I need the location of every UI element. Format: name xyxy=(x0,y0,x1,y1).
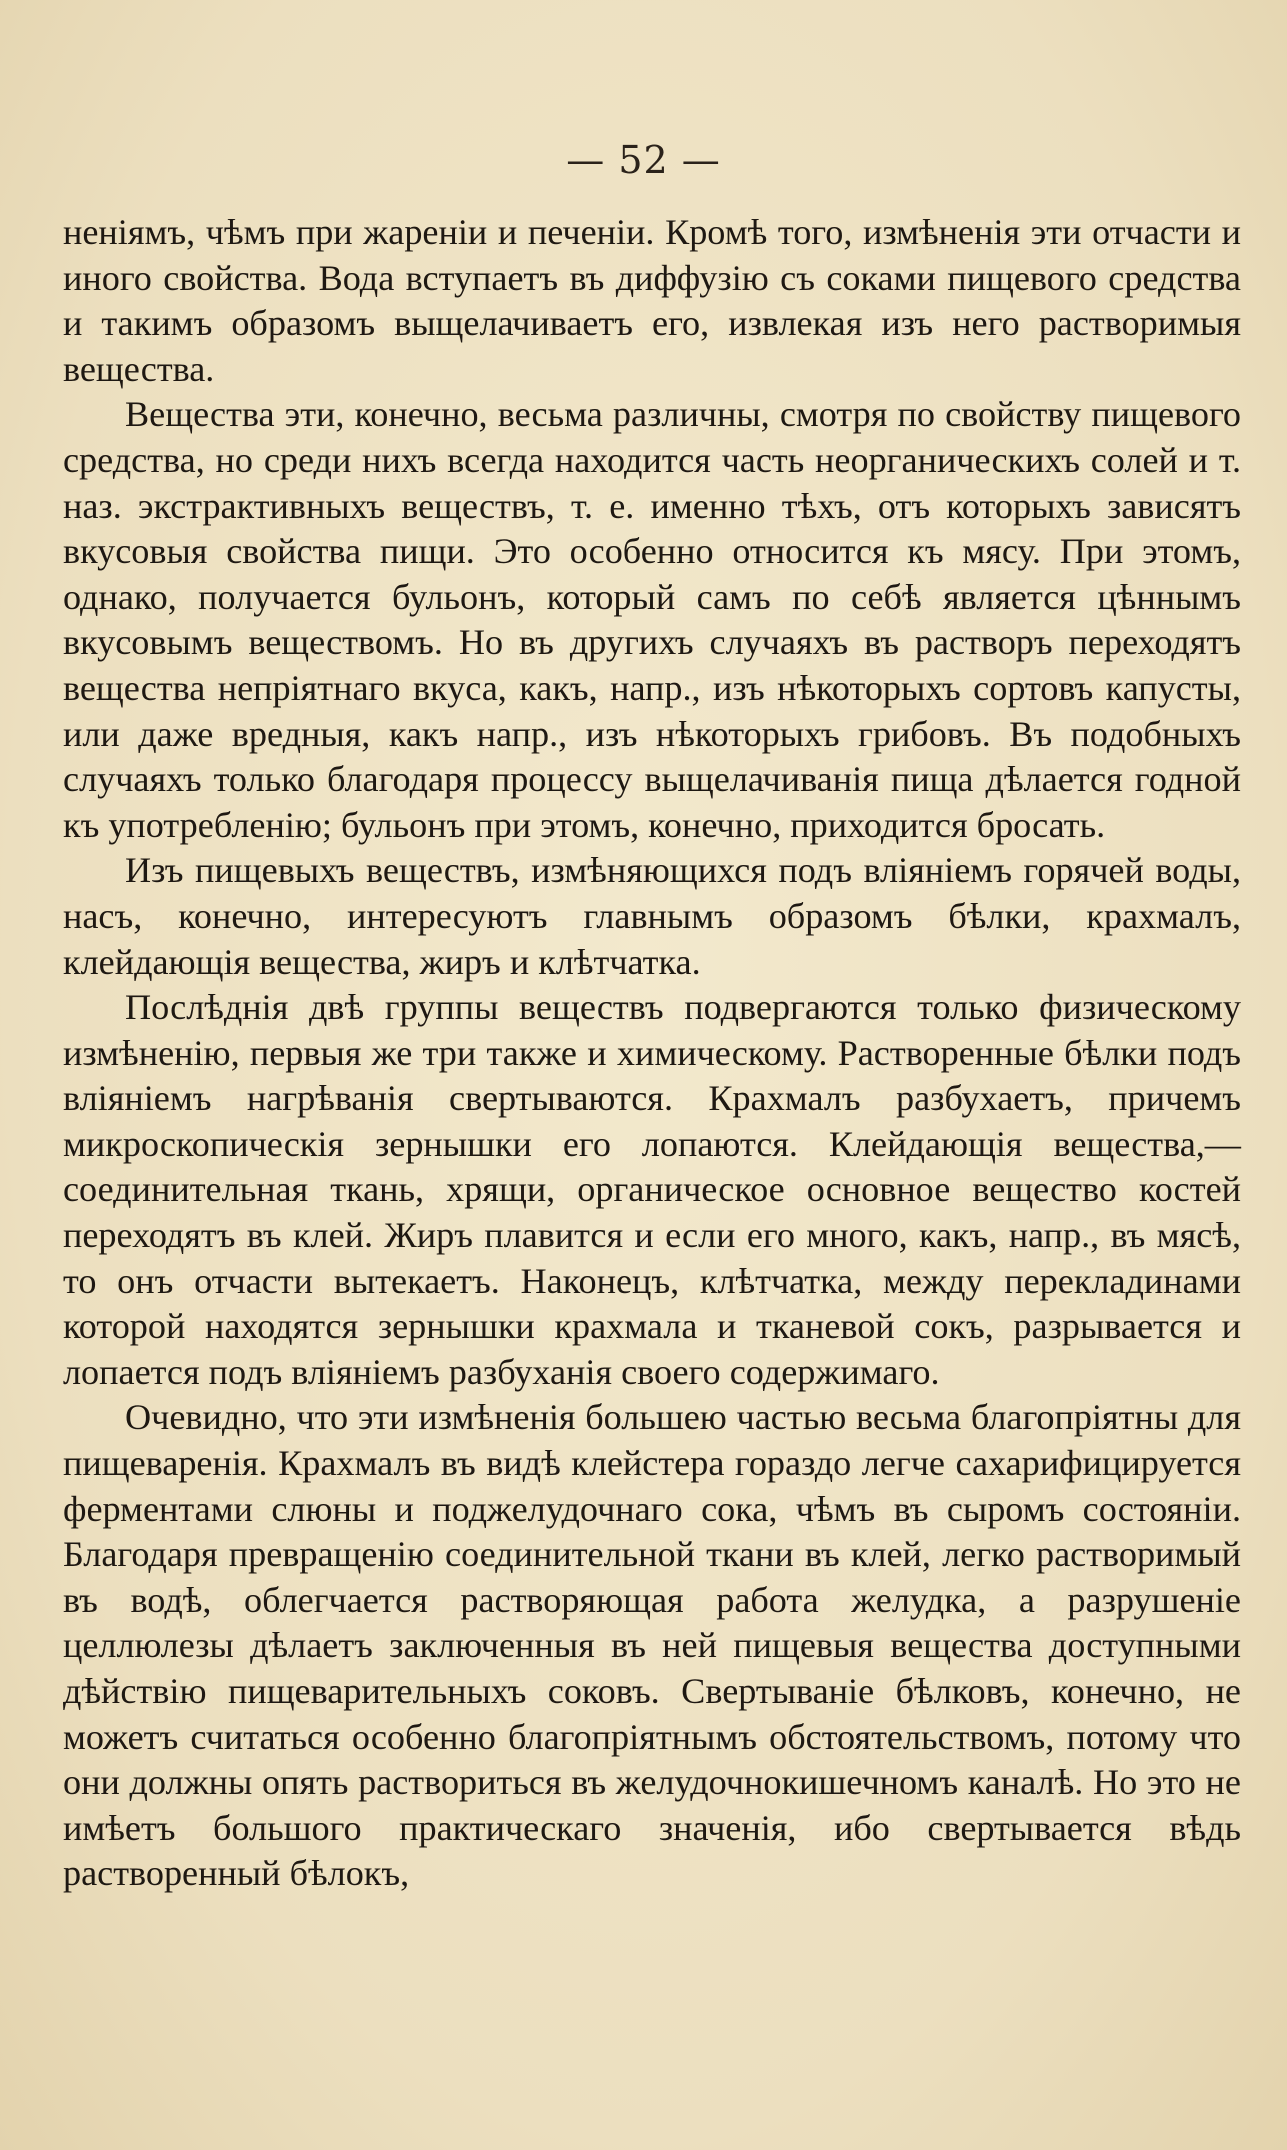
page-number: — 52 — xyxy=(566,138,721,182)
paragraph: Вещества эти, конечно, весьма различны, смотря по свойству пищевого средства, но среди нихъ всегда находится часть неорганическихъ солей и т. наз. экстрактивныхъ веществъ, т. е. именно тѣхъ, отъ которыхъ зависятъ вкусовыя свойства пищи. Это особенно относится къ мясу. При этомъ, однако, получается бульонъ, который самъ по себѣ является цѣннымъ вкусовымъ веществомъ. Но въ другихъ случаяхъ въ растворъ переходятъ вещества непріятнаго вкуса, какъ, напр., изъ нѣкоторыхъ сортовъ капусты, или даже вредныя, какъ напр., изъ нѣкоторыхъ грибовъ. Въ подобныхъ случаяхъ только благодаря процессу выщелачиванія пища дѣлается годной къ употребленію; бульонъ при этомъ, конечно, приходится бросать. xyxy=(63,394,1241,845)
body-text xyxy=(63,210,1241,1897)
paragraph: Изъ пищевыхъ веществъ, измѣняющихся подъ вліяніемъ горячей воды, насъ, конечно, интересуютъ главнымъ образомъ бѣлки, крахмалъ, клейдающія вещества, жиръ и клѣтчатка. xyxy=(63,850,1241,982)
paragraph: Послѣднія двѣ группы веществъ подвергаются только физическому измѣненію, первыя же три также и химическому. Растворенные бѣлки подъ вліяніемъ нагрѣванія свертываются. Крахмалъ разбухаетъ, причемъ микроскопическія зернышки его лопаются. Клейдающія вещества,—соединительная ткань, хрящи, органическое основное вещество костей переходятъ въ клей. Жиръ плавится и если его много, какъ, напр., въ мясѣ, то онъ отчасти вытекаетъ. Наконецъ, клѣтчатка, между перекладинами которой находятся зернышки крахмала и тканевой сокъ, разрывается и лопается подъ вліяніемъ разбуханія своего содержимаго. xyxy=(63,987,1241,1392)
paragraph: неніямъ, чѣмъ при жареніи и печеніи. Кромѣ того, измѣненія эти отчасти и иного свойства. Вода вступаетъ въ диффузію съ соками пищевого средства и такимъ образомъ выщелачиваетъ его, извлекая изъ него растворимыя вещества. xyxy=(63,212,1241,389)
paragraph: Очевидно, что эти измѣненія большею частью весьма благопріятны для пищеваренія. Крахмалъ въ видѣ клейстера гораздо легче сахарифицируется ферментами слюны и поджелудочнаго сока, чѣмъ въ сыромъ состояніи. Благодаря превращенію соединительной ткани въ клей, легко растворимый въ водѣ, облегчается растворяющая работа желудка, а разрушеніе целлюлезы дѣлаетъ заключенныя въ ней пищевыя вещества доступными дѣйствію пищеварительныхъ соковъ. Свертываніе бѣлковъ, конечно, не можетъ считаться особенно благопріятнымъ обстоятельствомъ, потому что они должны опять раствориться въ желудочнокишечномъ каналѣ. Но это не имѣетъ большого практическаго значенія, ибо свертывается вѣдь растворенный бѣлокъ, xyxy=(63,1397,1241,1894)
